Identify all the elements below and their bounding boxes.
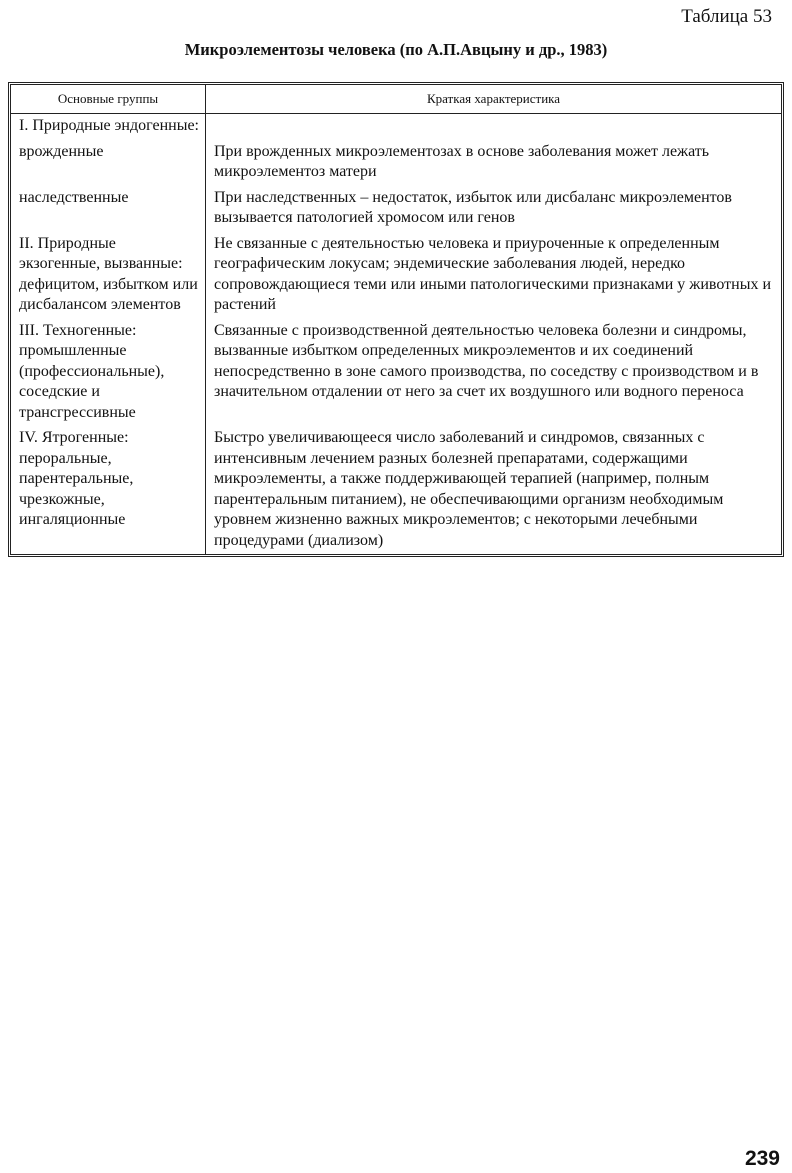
group-cell: II. Природные экзогенные, вызванные: дефицитом, избытком или дисбалансом элементов [11,232,206,319]
description-cell [206,114,782,140]
group-cell: I. Природные эндогенные: [11,114,206,140]
table-row [11,232,781,319]
description-cell: При врожденных микроэлементозах в основе заболевания может лежать микроэлементоз матери [214,142,710,180]
description-cell: Быстро увеличивающееся число заболеваний и синдромов, связанных с интенсивным лечением разных болезней препаратами, содержащими микроэлементы, а также поддерживающей терапией (например, полным парентеральным питанием), не обеспечивающими организм необходимым уровнем жизненно важных микроэлементов; с некоторыми лечебными процедурами (диализом) [214,429,724,549]
group-cell: наследственные [11,186,206,232]
column-header-description: Краткая характеристика [206,85,782,114]
table-row [11,186,781,232]
table-row [11,140,781,186]
table-row [11,114,781,140]
description-cell: При наследственных – недостаток, избыток или дисбаланс микроэлементов вызывается патологией хромосом или генов [214,188,732,226]
group-cell: врожденные [11,140,206,186]
table-row [11,426,781,554]
group-cell: IV. Ятрогенные: пероральные, парентеральные, чрезкожные, ингаляционные [11,426,206,554]
description-cell: Не связанные с деятельностью человека и приуроченные к определенным географическим локусам; эндемические заболевания людей, нередко сопровождающиеся теми или иными патологическими признаками у животных и растений [214,234,772,313]
group-cell: III. Техногенные: промышленные (профессиональные), соседские и трансгрессивные [11,319,206,427]
table-row [11,319,781,427]
column-header-groups: Основные группы [11,85,206,114]
table-number: Таблица 53 [681,6,772,27]
table-header-row [11,85,781,114]
table-title: Микроэлементозы человека (по А.П.Авцыну и др., 1983) [184,40,608,59]
page-number: 239 [744,1147,780,1170]
description-cell: Связанные с производственной деятельностью человека болезни и синдромы, вызванные избытком определенных микроэлементов и их соединений непосредственно в зоне самого производства, по соседству с производством и в значительном отдалении от него за счет их воздушного или водного переноса [214,321,759,400]
data-table [8,82,784,557]
